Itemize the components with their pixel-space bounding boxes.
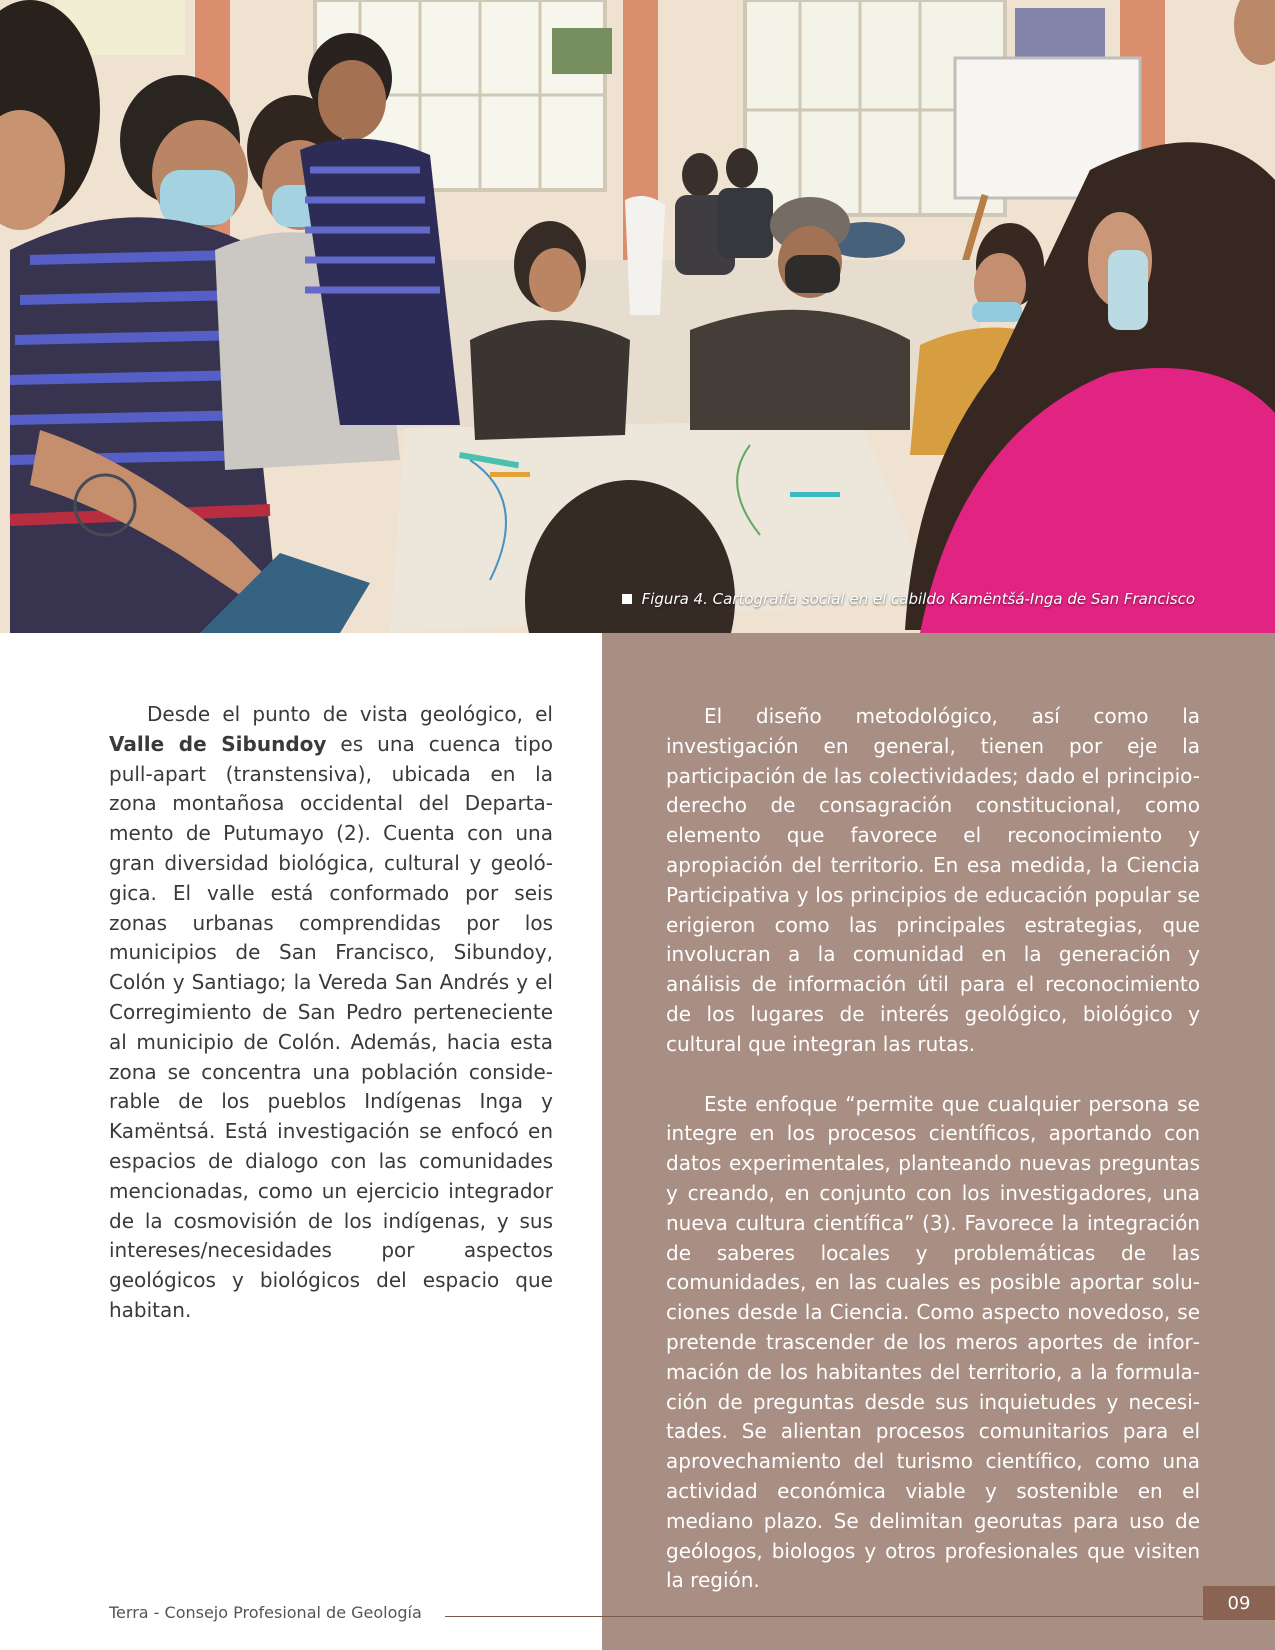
right-paragraph-1: El diseño metodológico, así como la investigación en general, tienen por eje la participación de las colectividades; dado el principio-derecho de consagración constitucional, como elemento que favorece el reconocimiento y apropiación del territorio. En esa medida, la Ciencia Participativa y los principios de educación popular se erigieron como las principales estrategias, que involucran a la comunidad en la generación y análisis de información útil para el reconocimiento de los lugares de interés geológico, biológico y cultural que integran las rutas. (666, 704, 1200, 1056)
bold-lead-term: Valle de Sibundoy (109, 731, 327, 756)
footer-rule (445, 1616, 1203, 1617)
workshop-photo (0, 0, 1275, 633)
left-paragraph-intro: Desde el punto de vista geológico, el (147, 702, 553, 726)
left-paragraph-body: es una cuenca tipo pull-apart (transtensiva), ubicada en la zona montañosa occidental del Departamento de Putumayo (2). Cuenta con una gran diversidad biológica, cultural y geológica. El valle está conformado por seis zonas urbanas comprendidas por los municipios de San Francisco, Sibundoy, Colón y Santiago; la Vereda San Andrés y el Corregimiento de San Pedro perteneciente al municipio de Colón. Además, hacia esta zona se concentra una población considerable de los pueblos Indígenas Inga y Kamëntsá. Está investigación se enfocó en espacios de dialogo con las comunidades mencionadas, como un ejercicio integrador de la cosmovisión de los indígenas, y sus intereses/necesidades por aspectos geológicos y biológicos del espacio que habitan. (109, 731, 553, 1322)
page-number-badge (1203, 1586, 1275, 1620)
footer-publication: Terra - Consejo Profesional de Geología (109, 1603, 422, 1622)
caption-square-icon (622, 594, 632, 604)
page-number: 09 (1227, 1592, 1251, 1614)
left-paragraph (109, 700, 553, 1326)
right-column-text (666, 702, 1200, 1596)
figure-caption (622, 590, 1195, 608)
right-paragraph-2: Este enfoque “permite que cualquier persona se integre en los procesos científicos, aportando con datos experimentales, planteando nuevas preguntas y creando, en conjunto con los investigadores, una nueva cultura científica” (3). Favorece la integración de saberes locales y problemáticas de las comunidades, en las cuales es posible aportar soluciones desde la Ciencia. Como aspecto novedoso, se pretende trascender de los meros aportes de información de los habitantes del territorio, a la formulación de preguntas desde sus inquietudes y necesitades. Se alientan procesos comunitarios para el aprovechamiento del turismo científico, como una actividad económica viable y sostenible en el mediano plazo. Se delimitan georutas para uso de geólogos, biologos y otros profesionales que visiten la región. (666, 1091, 1200, 1593)
left-column-text (109, 700, 553, 1326)
figure-caption-text: Figura 4. Cartografía social en el cabildo Kamëntšá-Inga de San Francisco (641, 590, 1195, 608)
